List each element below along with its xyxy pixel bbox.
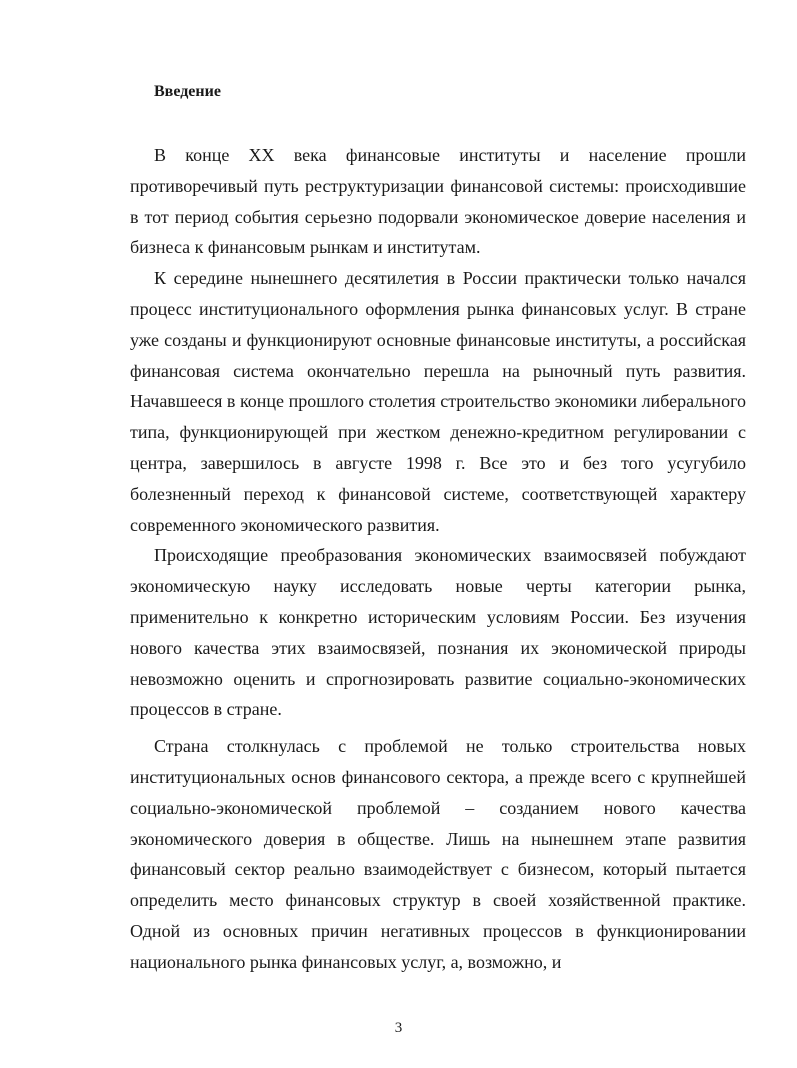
paragraph-1: В конце XX века финансовые институты и население прошли противоречивый путь реструктуризации финансовой системы: происходившие в тот период события серьезно подорвали экономическое доверие населения и бизнеса к финансовым рынкам и институтам. [130,145,746,258]
section-heading: Введение [154,83,221,100]
paragraph-2: К середине нынешнего десятилетия в России практически только начался процесс институционального оформления рынка финансовых услуг. В стране уже созданы и функционируют основные финансовые институты, а российская финансовая система окончательно перешла на рыночный путь развития. Начавшееся в конце прошлого столетия строительство экономики либерального типа, функционирующей при жестком денежно-кредитном регулировании с центра, завершилось в августе 1998 г. Все это и без того усугубило болезненный переход к финансовой системе, соответствующей характеру современного экономического развития. [130,268,746,535]
paragraph-3: Происходящие преобразования экономических взаимосвязей побуждают экономическую науку исследовать новые черты категории рынка, применительно к конкретно историческим условиям России. Без изучения нового качества этих взаимосвязей, познания их экономической природы невозможно оценить и спрогнозировать развитие социально-экономических процессов в стране. [130,545,746,720]
paragraph-4: Страна столкнулась с проблемой не только строительства новых институциональных основ финансового сектора, а прежде всего с крупнейшей социально-экономической проблемой – созданием нового качества экономического доверия в обществе. Лишь на нынешнем этапе развития финансовый сектор реально взаимодействует с бизнесом, который пытается определить место финансовых структур в своей хозяйственной практике. Одной из основных причин негативных процессов в функционировании национального рынка финансовых услуг, а, возможно, и [130,736,746,972]
page-number: 3 [394,1020,403,1036]
body-text [130,140,746,978]
